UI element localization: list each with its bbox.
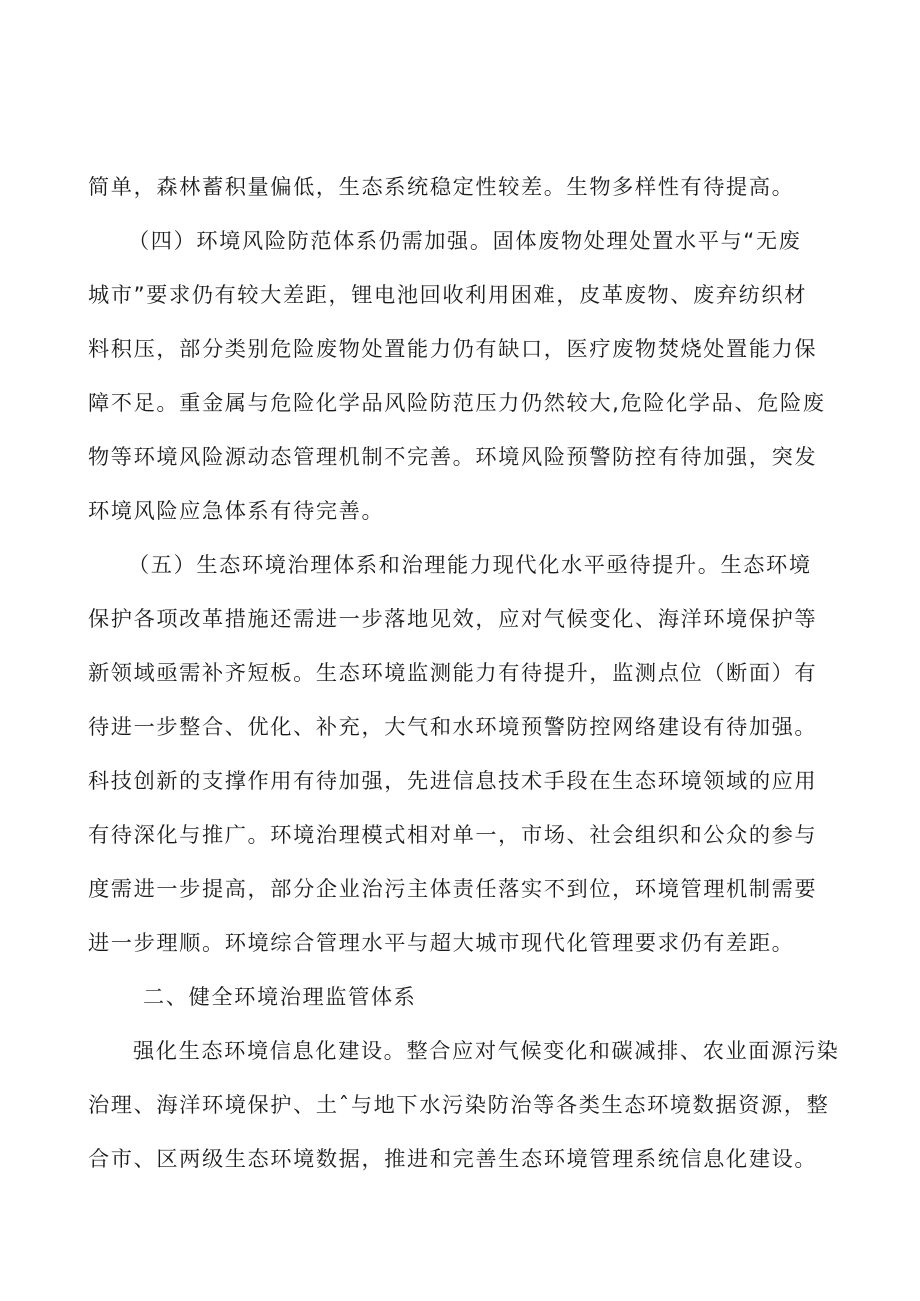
text-line: 进一步理顺。环境综合管理水平与超大城市现代化管理要求仍有差距。 bbox=[88, 930, 795, 955]
text-line: 新领域亟需补齐短板。生态环境监测能力有待提升，监测点位（断面）有 bbox=[88, 660, 818, 685]
section-five-first-line: （五）生态环境治理体系和治理能力现代化水平亟待提升。生态环境 bbox=[128, 552, 812, 577]
text-line: 障不足。重金属与危险化学品风险防范压力仍然较大,危险化学品、危险废 bbox=[88, 390, 826, 415]
text-line: 治理、海洋环境保护、土ˆ与地下水污染防治等各类生态环境数据资源，整 bbox=[88, 1092, 830, 1117]
text-line: 待进一步整合、优化、补充，大气和水环境预警防控网络建设有待加强。 bbox=[88, 714, 818, 739]
text-line: 合市、区两级生态环境数据，推进和完善生态环境管理系统信息化建设。 bbox=[88, 1146, 818, 1171]
text-line: 有待深化与推广。环境治理模式相对单一，市场、社会组织和公众的参与 bbox=[88, 822, 818, 847]
text-line: 科技创新的支撑作用有待加强，先进信息技术手段在生态环境领域的应用 bbox=[88, 768, 818, 793]
text-line: 料积压，部分类别危险废物处置能力仍有缺口，医疗废物焚烧处置能力保 bbox=[88, 336, 818, 361]
paragraph-first-line: 强化生态环境信息化建设。整合应对气候变化和碳减排、农业面源污染 bbox=[133, 1038, 840, 1063]
text-line: 城市”要求仍有较大差距，锂电池回收利用困难，皮革废物、废弃纺织材 bbox=[88, 282, 807, 307]
section-heading: 二、健全环境治理监管体系 bbox=[143, 984, 417, 1009]
text-line: 保护各项改革措施还需进一步落地见效，应对气候变化、海洋环境保护等 bbox=[88, 606, 818, 631]
text-line: 物等环境风险源动态管理机制不完善。环境风险预警防控有待加强，突发 bbox=[88, 444, 818, 469]
text-line: 度需进一步提高，部分企业治污主体责任落实不到位，环境管理机制需要 bbox=[88, 876, 818, 901]
text-line: 环境风险应急体系有待完善。 bbox=[88, 498, 385, 523]
text-line: 简单，森林蓄积量偏低，生态系统稳定性较差。生物多样性有待提高。 bbox=[88, 174, 795, 199]
section-four-first-line: （四）环境风险防范体系仍需加强。固体废物处理处置水平与“无废 bbox=[128, 228, 802, 253]
